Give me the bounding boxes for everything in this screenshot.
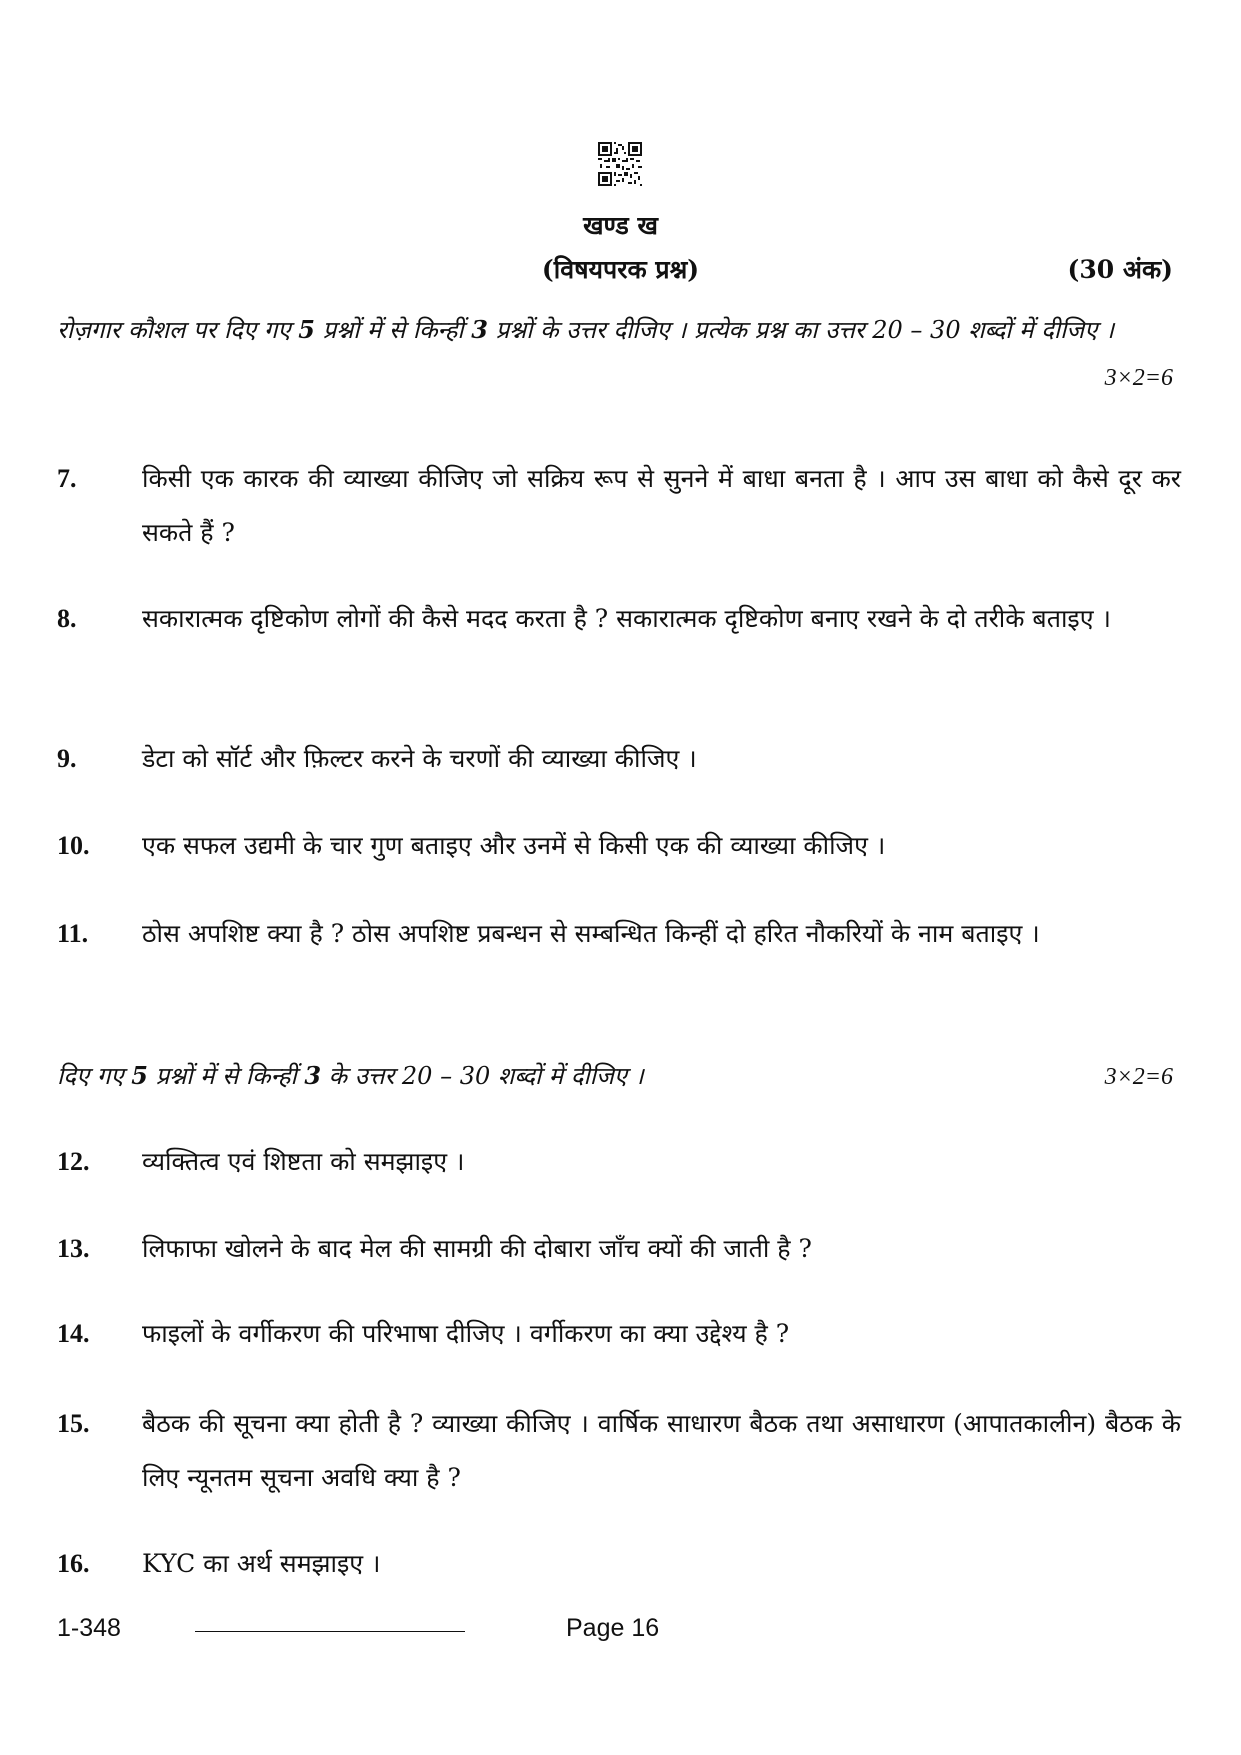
question-9 xyxy=(57,732,1181,786)
instruction-1-text-3: प्रश्नों के उत्तर दीजिए । प्रत्येक प्रश्न का उत्तर 20 – 30 शब्दों में दीजिए । xyxy=(488,316,1115,344)
instruction-2-text-2: प्रश्नों में से किन्हीं xyxy=(147,1062,305,1090)
instruction-2-count-total: 5 xyxy=(131,1061,148,1090)
question-text: KYC का अर्थ समझाइए । xyxy=(142,1549,381,1578)
instruction-2-count-answer: 3 xyxy=(304,1061,322,1090)
instruction-2-text-3: के उत्तर 20 – 30 शब्दों में दीजिए । xyxy=(321,1062,644,1090)
question-number: 14. xyxy=(57,1319,90,1348)
instruction-1-marks: 3×2=6 xyxy=(1104,365,1173,391)
question-15 xyxy=(57,1397,1181,1505)
instruction-2-text: दिए गए xyxy=(57,1062,132,1090)
qr-code xyxy=(598,142,642,186)
section-subtitle: (विषयपरक प्रश्न) xyxy=(541,255,700,284)
section-total-marks: (30 अंक) xyxy=(1067,255,1173,284)
instruction-1-count-answer: 3 xyxy=(471,315,488,344)
question-text: लिफाफा खोलने के बाद मेल की सामग्री की दोबारा जाँच क्यों की जाती है ? xyxy=(142,1234,812,1263)
paper-code: 1-348 xyxy=(57,1614,121,1642)
question-11 xyxy=(57,907,1181,961)
section-title: खण्ड ख xyxy=(583,211,658,240)
instruction-2 xyxy=(57,1053,957,1099)
question-text: एक सफल उद्यमी के चार गुण बताइए और उनमें से किसी एक की व्याख्या कीजिए । xyxy=(142,831,886,860)
instruction-2-marks: 3×2=6 xyxy=(1104,1064,1173,1090)
instruction-1-text: रोज़गार कौशल पर दिए गए xyxy=(57,316,299,344)
question-16 xyxy=(57,1537,1181,1591)
page-number: Page 16 xyxy=(566,1614,660,1642)
question-text: डेटा को सॉर्ट और फ़िल्टर करने के चरणों की व्याख्या कीजिए । xyxy=(142,744,697,773)
question-number: 13. xyxy=(57,1234,90,1263)
question-text: व्यक्तित्व एवं शिष्टता को समझाइए । xyxy=(142,1147,465,1176)
question-7 xyxy=(57,452,1181,560)
question-12 xyxy=(57,1135,1181,1189)
question-text: ठोस अपशिष्ट क्या है ? ठोस अपशिष्ट प्रबन्धन से सम्बन्धित किन्हीं दो हरित नौकरियों के नाम बताइए । xyxy=(142,919,1040,948)
question-10 xyxy=(57,819,1181,873)
question-number: 12. xyxy=(57,1147,90,1176)
question-number: 8. xyxy=(57,604,77,633)
question-14 xyxy=(57,1307,1181,1361)
question-text: फाइलों के वर्गीकरण की परिभाषा दीजिए । वर्गीकरण का क्या उद्देश्य है ? xyxy=(142,1319,790,1348)
question-text: बैठक की सूचना क्या होती है ? व्याख्या कीजिए । वार्षिक साधारण बैठक तथा असाधारण (आपातकालीन) बैठक के लिए न्यूनतम सूचना अवधि क्या है ? xyxy=(142,1409,1181,1492)
instruction-1-text-2: प्रश्नों में से किन्हीं xyxy=(314,316,472,344)
footer-divider xyxy=(195,1631,465,1632)
question-number: 16. xyxy=(57,1549,90,1578)
question-text: सकारात्मक दृष्टिकोण लोगों की कैसे मदद करता है ? सकारात्मक दृष्टिकोण बनाए रखने के दो तरीके बताइए । xyxy=(142,604,1111,633)
question-text: किसी एक कारक की व्याख्या कीजिए जो सक्रिय रूप से सुनने में बाधा बनता है । आप उस बाधा को कैसे दूर कर सकते हैं ? xyxy=(142,464,1181,547)
instruction-1-count-total: 5 xyxy=(298,315,315,344)
question-number: 10. xyxy=(57,831,90,860)
question-number: 15. xyxy=(57,1409,90,1438)
instruction-1 xyxy=(57,307,1175,353)
question-13 xyxy=(57,1222,1181,1276)
question-number: 11. xyxy=(57,919,89,948)
question-number: 7. xyxy=(57,464,77,493)
question-8 xyxy=(57,592,1181,646)
question-number: 9. xyxy=(57,744,77,773)
